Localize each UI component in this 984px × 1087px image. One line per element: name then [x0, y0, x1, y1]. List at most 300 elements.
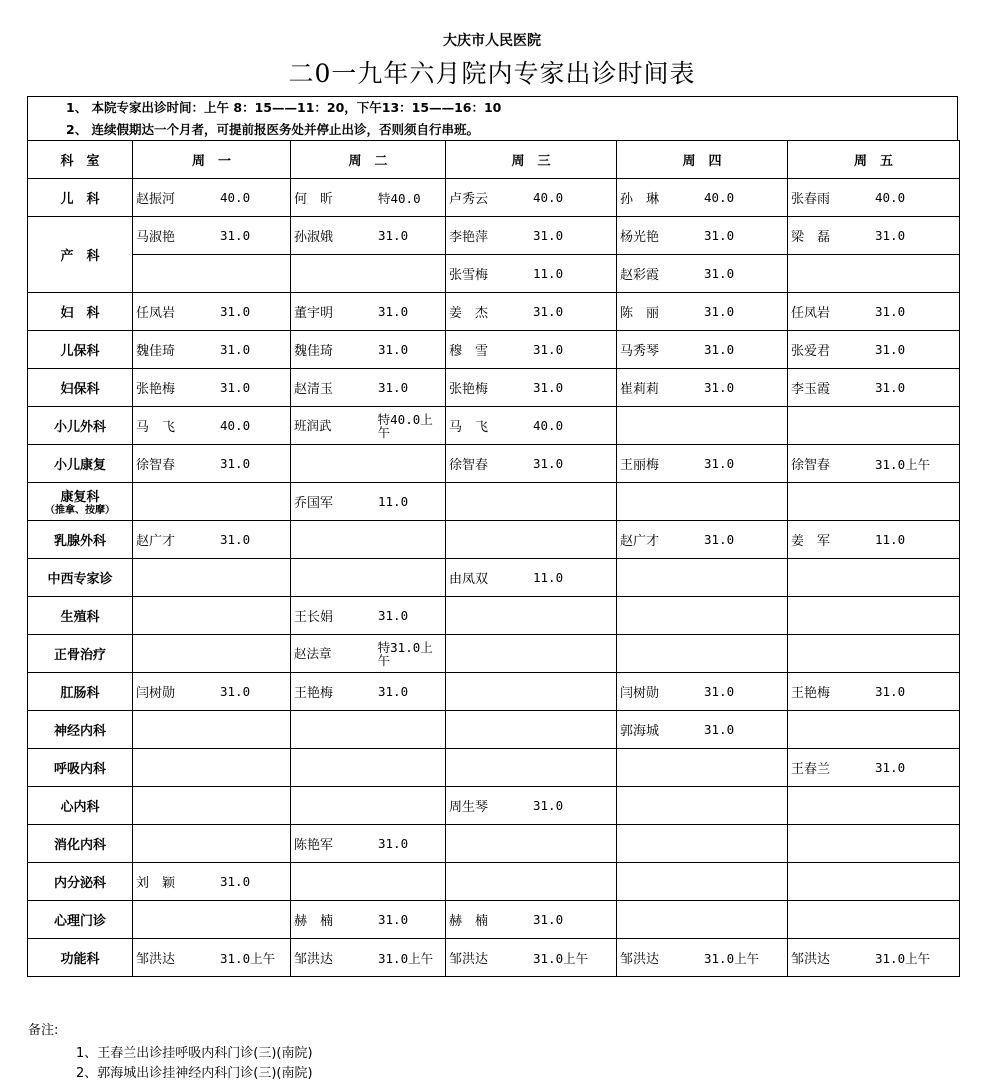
schedule-cell — [291, 255, 446, 293]
doctor-entry — [617, 179, 787, 216]
doctor-entry — [133, 863, 290, 900]
doctor-name: 闫树勋 — [136, 686, 176, 701]
doctor-name: 赵清玉 — [294, 382, 334, 397]
schedule-cell — [788, 711, 960, 749]
schedule-cell — [291, 559, 446, 597]
doctor-name: 孙淑娥 — [294, 230, 334, 245]
table-row — [28, 711, 960, 749]
doctor-entry — [133, 179, 290, 216]
schedule-cell — [133, 787, 291, 825]
schedule-cell — [446, 939, 617, 977]
doctor-entry — [617, 901, 787, 938]
schedule-cell — [788, 293, 960, 331]
doctor-entry — [446, 369, 616, 406]
schedule-cell — [617, 521, 788, 559]
schedule-cell — [617, 255, 788, 293]
dept-cell — [28, 331, 133, 369]
schedule-cell — [617, 445, 788, 483]
doctor-name: 崔莉莉 — [620, 382, 660, 397]
doctor-entry — [617, 711, 787, 748]
doctor-entry — [291, 825, 445, 862]
doctor-entry — [446, 255, 616, 292]
schedule-cell — [133, 749, 291, 787]
doctor-name: 姜 军 — [791, 534, 831, 549]
schedule-cell — [788, 331, 960, 369]
dept-cell — [28, 217, 133, 293]
dept-label: 生殖科 — [60, 610, 100, 625]
doctor-name: 马秀琴 — [620, 344, 660, 359]
fee-value: 11.0 — [875, 532, 906, 547]
fee-value: 31.0 — [704, 456, 735, 471]
schedule-cell — [617, 483, 788, 521]
doctor-entry — [291, 331, 445, 368]
table-row — [28, 673, 960, 711]
schedule-cell — [133, 635, 291, 673]
doctor-entry — [617, 293, 787, 330]
fee-value: 31.0 — [220, 342, 251, 357]
schedule-cell — [133, 255, 291, 293]
doctor-name: 魏佳琦 — [294, 344, 334, 359]
doctor-entry — [617, 445, 787, 482]
schedule-cell — [788, 635, 960, 673]
fee-value: 31.0 — [220, 532, 251, 547]
dept-cell — [28, 407, 133, 445]
schedule-cell — [788, 407, 960, 445]
header-dept: 科 室 — [28, 141, 133, 179]
header-day: 周 四 — [617, 141, 788, 179]
doctor-entry — [446, 445, 616, 482]
remark-item: 2、郭海城出诊挂神经内科门诊(三)(南院) — [76, 1066, 313, 1081]
doctor-name: 张春雨 — [791, 192, 831, 207]
doctor-name: 李玉霞 — [791, 382, 831, 397]
doctor-entry — [133, 673, 290, 710]
dept-cell — [28, 293, 133, 331]
doctor-name: 王丽梅 — [620, 458, 660, 473]
table-row — [28, 217, 960, 255]
schedule-cell — [788, 787, 960, 825]
fee-value: 31.0上午 — [875, 950, 931, 966]
doctor-name: 任凤岩 — [791, 306, 831, 321]
doctor-entry — [291, 521, 445, 558]
schedule-cell — [291, 521, 446, 559]
doctor-name: 王艳梅 — [294, 686, 334, 701]
doctor-entry — [788, 217, 959, 254]
doctor-entry — [617, 597, 787, 634]
doctor-entry — [446, 521, 616, 558]
schedule-cell — [133, 559, 291, 597]
doctor-entry — [788, 597, 959, 634]
doctor-entry — [446, 749, 616, 786]
schedule-cell — [291, 787, 446, 825]
fee-value: 31.0 — [875, 380, 906, 395]
schedule-cell — [788, 901, 960, 939]
doctor-name: 徐智春 — [791, 458, 831, 473]
dept-label: 中西专家诊 — [47, 572, 113, 587]
doctor-entry — [291, 179, 445, 216]
doctor-name: 马 飞 — [449, 420, 489, 435]
schedule-cell — [133, 711, 291, 749]
doctor-entry — [788, 521, 959, 558]
doctor-entry — [617, 521, 787, 558]
doctor-name: 赵广才 — [136, 534, 176, 549]
fee-value: 31.0 — [533, 342, 564, 357]
doctor-name: 邹洪达 — [620, 952, 660, 967]
doctor-name: 邹洪达 — [294, 952, 334, 967]
schedule-cell — [133, 483, 291, 521]
doctor-entry — [133, 559, 290, 596]
doctor-entry — [291, 445, 445, 482]
dept-cell — [28, 787, 133, 825]
doctor-name: 李艳萍 — [449, 230, 489, 245]
schedule-cell — [788, 179, 960, 217]
schedule-cell — [446, 179, 617, 217]
note-line: 2、 连续假期达一个月者，可提前报医务处并停止出诊，否则须自行串班。 — [66, 122, 480, 137]
doctor-name: 赵彩霞 — [620, 268, 660, 283]
doctor-name: 郭海城 — [620, 724, 660, 739]
fee-value: 40.0 — [220, 190, 251, 205]
doctor-entry — [446, 293, 616, 330]
doctor-name: 徐智春 — [449, 458, 489, 473]
doctor-entry — [617, 939, 787, 976]
schedule-cell — [617, 901, 788, 939]
doctor-entry — [133, 255, 290, 292]
doctor-name: 刘 颖 — [136, 876, 176, 891]
schedule-cell — [617, 711, 788, 749]
doctor-name: 孙 琳 — [620, 192, 660, 207]
doctor-entry — [788, 483, 959, 520]
fee-value: 40.0 — [533, 418, 564, 433]
schedule-cell — [291, 825, 446, 863]
fee-value: 31.0上午 — [875, 456, 931, 472]
schedule-cell — [788, 863, 960, 901]
dept-cell — [28, 369, 133, 407]
doctor-entry — [133, 293, 290, 330]
dept-cell — [28, 711, 133, 749]
doctor-entry — [291, 407, 445, 444]
doctor-name: 董宇明 — [294, 306, 334, 321]
fee-value: 31.0 — [704, 266, 735, 281]
remarks — [28, 1019, 313, 1084]
schedule-cell — [617, 217, 788, 255]
schedule-cell — [291, 635, 446, 673]
schedule-cell — [133, 825, 291, 863]
fee-value: 31.0 — [875, 684, 906, 699]
fee-value: 31.0 — [704, 342, 735, 357]
schedule-cell — [788, 445, 960, 483]
table-row — [28, 825, 960, 863]
schedule-cell — [133, 407, 291, 445]
dept-cell — [28, 635, 133, 673]
doctor-entry — [291, 711, 445, 748]
doctor-entry — [788, 749, 959, 786]
schedule-cell — [133, 445, 291, 483]
doctor-entry — [788, 369, 959, 406]
schedule-cell — [788, 597, 960, 635]
schedule-cell — [446, 369, 617, 407]
table-row — [28, 597, 960, 635]
doctor-name: 赵振河 — [136, 192, 176, 207]
dept-label: 妇保科 — [60, 382, 100, 397]
doctor-entry — [788, 179, 959, 216]
header-day: 周 三 — [446, 141, 617, 179]
doctor-name: 梁 磊 — [791, 230, 831, 245]
schedule-cell — [446, 293, 617, 331]
schedule-cell — [617, 293, 788, 331]
doctor-entry — [446, 635, 616, 672]
fee-value: 31.0 — [220, 228, 251, 243]
dept-label: 心理门诊 — [53, 914, 106, 929]
doctor-entry — [446, 179, 616, 216]
fee-value: 31.0 — [220, 874, 251, 889]
doctor-name: 由凤双 — [449, 572, 489, 587]
doctor-entry — [446, 673, 616, 710]
remarks-title: 备注: — [28, 1023, 59, 1038]
fee-value: 31.0 — [378, 912, 409, 927]
table-row — [28, 635, 960, 673]
dept-label: 产 科 — [60, 249, 100, 264]
fee-value: 31.0 — [378, 228, 409, 243]
doctor-entry — [446, 407, 616, 444]
doctor-name: 陈 丽 — [620, 306, 660, 321]
doctor-entry — [291, 749, 445, 786]
schedule-cell — [133, 939, 291, 977]
doctor-entry — [617, 369, 787, 406]
doctor-name: 赫 楠 — [294, 914, 334, 929]
schedule-cell — [291, 179, 446, 217]
dept-label: 儿 科 — [60, 192, 100, 207]
doctor-entry — [291, 369, 445, 406]
table-row — [28, 939, 960, 977]
schedule-cell — [291, 407, 446, 445]
doctor-name: 邹洪达 — [791, 952, 831, 967]
doctor-name: 周生琴 — [449, 800, 489, 815]
fee-value: 31.0 — [533, 304, 564, 319]
schedule-cell — [446, 673, 617, 711]
doctor-entry — [446, 331, 616, 368]
doctor-name: 马淑艳 — [136, 230, 176, 245]
schedule-cell — [446, 635, 617, 673]
fee-value: 31.0 — [220, 456, 251, 471]
schedule-cell — [133, 673, 291, 711]
fee-value: 31.0 — [533, 228, 564, 243]
schedule-cell — [133, 179, 291, 217]
doctor-name: 卢秀云 — [449, 192, 489, 207]
schedule-cell — [291, 483, 446, 521]
doctor-name: 徐智春 — [136, 458, 176, 473]
dept-cell — [28, 863, 133, 901]
fee-value: 31.0 — [220, 684, 251, 699]
doctor-entry — [617, 255, 787, 292]
doctor-entry — [133, 217, 290, 254]
fee-value: 31.0 — [533, 798, 564, 813]
fee-value: 31.0上午 — [378, 950, 434, 966]
schedule-cell — [133, 521, 291, 559]
doctor-entry — [291, 673, 445, 710]
dept-label: 妇 科 — [60, 306, 100, 321]
dept-label: 小儿康复 — [53, 458, 106, 473]
schedule-cell — [291, 331, 446, 369]
dept-cell — [28, 483, 133, 521]
table-row — [28, 787, 960, 825]
schedule-cell — [291, 217, 446, 255]
doctor-entry — [617, 635, 787, 672]
doctor-name: 乔国军 — [294, 496, 334, 511]
schedule-cell — [788, 559, 960, 597]
header-row — [28, 141, 960, 179]
doctor-name: 任凤岩 — [136, 306, 176, 321]
schedule-cell — [446, 521, 617, 559]
schedule-cell — [788, 217, 960, 255]
fee-value: 31.0 — [378, 380, 409, 395]
doctor-entry — [788, 863, 959, 900]
schedule-cell — [617, 635, 788, 673]
doctor-entry — [291, 559, 445, 596]
doctor-name: 王春兰 — [791, 762, 831, 777]
dept-label: 功能科 — [60, 952, 100, 967]
schedule-cell — [788, 825, 960, 863]
schedule-cell — [133, 863, 291, 901]
schedule-cell — [291, 293, 446, 331]
fee-value: 31.0上午 — [533, 950, 589, 966]
schedule-cell — [291, 863, 446, 901]
doctor-entry — [788, 939, 959, 976]
schedule-cell — [788, 521, 960, 559]
fee-value: 31.0上午 — [704, 950, 760, 966]
fee-value: 31.0 — [875, 342, 906, 357]
schedule-title: 二0一九年六月院内专家出诊时间表 — [288, 59, 696, 88]
fee-value: 31.0 — [875, 228, 906, 243]
schedule-cell — [446, 217, 617, 255]
dept-label: 神经内科 — [53, 724, 106, 739]
dept-label: 呼吸内科 — [53, 762, 106, 777]
fee-value: 31.0 — [378, 342, 409, 357]
schedule-cell — [617, 863, 788, 901]
doctor-entry — [788, 673, 959, 710]
doctor-entry — [291, 217, 445, 254]
doctor-entry — [291, 863, 445, 900]
dept-cell — [28, 673, 133, 711]
doctor-entry — [446, 939, 616, 976]
schedule-cell — [446, 597, 617, 635]
schedule-cell — [617, 939, 788, 977]
doctor-entry — [617, 825, 787, 862]
doctor-entry — [133, 901, 290, 938]
doctor-entry — [788, 407, 959, 444]
dept-label: 内分泌科 — [53, 876, 106, 891]
doctor-name: 闫树勋 — [620, 686, 660, 701]
schedule-cell — [291, 445, 446, 483]
dept-label: 康复科 — [60, 490, 100, 505]
doctor-name: 何 昕 — [294, 192, 334, 207]
doctor-entry — [788, 559, 959, 596]
schedule-cell — [133, 331, 291, 369]
doctor-entry — [291, 635, 445, 672]
schedule-cell — [617, 179, 788, 217]
table-row — [28, 445, 960, 483]
doctor-name: 邹洪达 — [136, 952, 176, 967]
schedule-cell — [133, 293, 291, 331]
doctor-name: 杨光艳 — [620, 230, 660, 245]
doctor-entry — [788, 825, 959, 862]
doctor-entry — [133, 711, 290, 748]
table-row — [28, 559, 960, 597]
fee-value: 特40.0 — [378, 190, 421, 206]
doctor-name: 陈艳军 — [294, 838, 334, 853]
fee-value: 31.0 — [378, 684, 409, 699]
fee-value: 31.0 — [704, 380, 735, 395]
fee-value: 特31.0上午 — [377, 639, 433, 668]
fee-value: 31.0 — [378, 304, 409, 319]
fee-value: 40.0 — [533, 190, 564, 205]
schedule-cell — [617, 331, 788, 369]
fee-value: 31.0 — [220, 380, 251, 395]
doctor-entry — [133, 939, 290, 976]
fee-value: 31.0 — [875, 760, 906, 775]
doctor-entry — [291, 293, 445, 330]
fee-value: 31.0 — [378, 608, 409, 623]
doctor-entry — [133, 483, 290, 520]
doctor-name: 赵广才 — [620, 534, 660, 549]
schedule-cell — [446, 825, 617, 863]
doctor-entry — [617, 863, 787, 900]
remark-item: 1、王春兰出诊挂呼吸内科门诊(三)(南院) — [76, 1046, 313, 1061]
doctor-entry — [788, 635, 959, 672]
fee-value: 11.0 — [533, 266, 564, 281]
note-line: 1、 本院专家出诊时间：上午 8：15——11：20，下午13：15——16：10 — [66, 100, 502, 115]
doctor-entry — [617, 787, 787, 824]
dept-cell — [28, 445, 133, 483]
doctor-name: 魏佳琦 — [136, 344, 176, 359]
schedule-cell — [788, 673, 960, 711]
schedule-cell — [617, 825, 788, 863]
schedule-cell — [446, 863, 617, 901]
fee-value: 31.0 — [533, 456, 564, 471]
doctor-entry — [617, 331, 787, 368]
fee-value: 31.0 — [704, 228, 735, 243]
doctor-entry — [133, 635, 290, 672]
fee-value: 31.0 — [704, 304, 735, 319]
schedule-cell — [788, 939, 960, 977]
doctor-entry — [446, 217, 616, 254]
dept-cell — [28, 179, 133, 217]
doctor-entry — [788, 293, 959, 330]
doctor-entry — [446, 597, 616, 634]
dept-label: 小儿外科 — [53, 420, 106, 435]
schedule-cell — [617, 749, 788, 787]
doctor-name: 邹洪达 — [449, 952, 489, 967]
fee-value: 31.0 — [533, 912, 564, 927]
schedule-cell — [446, 407, 617, 445]
doctor-name: 马 飞 — [136, 420, 176, 435]
header-day: 周 一 — [133, 141, 291, 179]
doctor-name: 张爱君 — [791, 344, 831, 359]
doctor-entry — [133, 331, 290, 368]
doctor-entry — [617, 673, 787, 710]
schedule-cell — [788, 483, 960, 521]
schedule-cell — [617, 673, 788, 711]
table-row — [28, 749, 960, 787]
fee-value: 40.0 — [220, 418, 251, 433]
schedule-cell — [446, 559, 617, 597]
doctor-entry — [617, 483, 787, 520]
fee-value: 40.0 — [704, 190, 735, 205]
table-row — [28, 255, 960, 293]
doctor-entry — [788, 711, 959, 748]
schedule-cell — [446, 445, 617, 483]
schedule-cell — [617, 559, 788, 597]
dept-cell — [28, 749, 133, 787]
notes-box — [27, 96, 958, 140]
